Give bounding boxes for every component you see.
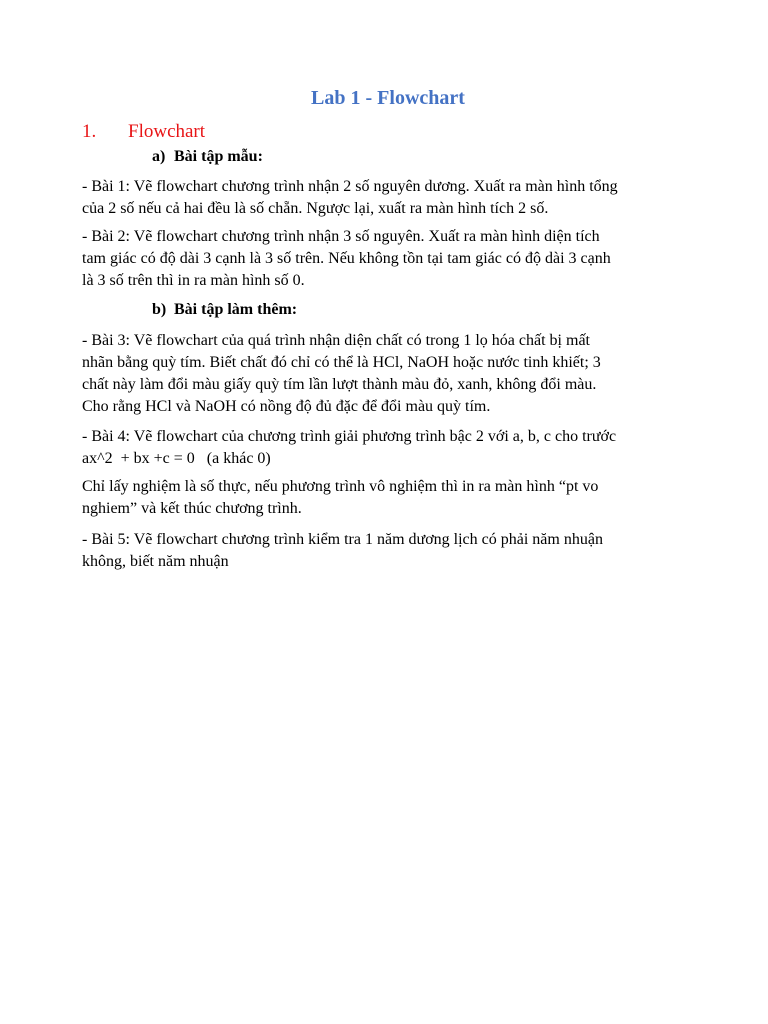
equation-line: ax^2 + bx +c = 0 (a khác 0) [82, 450, 271, 467]
section-number: 1. [82, 121, 97, 142]
section-heading [82, 120, 205, 144]
exercise-4 [82, 426, 702, 470]
exercise-3-line: nhãn bằng quỳ tím. Biết chất đó chỉ có thể là HCl, NaOH hoặc nước tinh khiết; 3 [82, 354, 601, 371]
exercise-2-line: là 3 số trên thì in ra màn hình số 0. [82, 272, 305, 289]
exercise-5-line: không, biết năm nhuận [82, 553, 229, 570]
exercise-1-line: của 2 số nếu cả hai đều là số chẵn. Ngược lại, xuất ra màn hình tích 2 số. [82, 200, 549, 217]
section-label: Flowchart [128, 121, 206, 142]
exercise-3-line: - Bài 3: Vẽ flowchart của quá trình nhận diện chất có trong 1 lọ hóa chất bị mất [82, 332, 590, 349]
subheading-letter: a) [152, 148, 166, 165]
exercise-4-note [82, 476, 702, 520]
exercise-3-line: Cho rằng HCl và NaOH có nồng độ đủ đặc để đổi màu quỳ tím. [82, 398, 491, 415]
subheading-label: Bài tập làm thêm: [174, 301, 298, 318]
exercise-1 [82, 176, 702, 220]
exercise-2 [82, 226, 702, 292]
exercise-3 [82, 330, 702, 418]
exercise-4-line: - Bài 4: Vẽ flowchart của chương trình giải phương trình bậc 2 với a, b, c cho trước [82, 428, 617, 445]
subheading-extra-exercises [152, 299, 297, 321]
exercise-5-line: - Bài 5: Vẽ flowchart chương trình kiểm tra 1 năm dương lịch có phải năm nhuận [82, 531, 603, 548]
exercise-5 [82, 529, 702, 573]
exercise-2-line: - Bài 2: Vẽ flowchart chương trình nhận 3 số nguyên. Xuất ra màn hình diện tích [82, 228, 600, 245]
subheading-letter: b) [152, 301, 167, 318]
exercise-3-line: chất này làm đổi màu giấy quỳ tím lần lượt thành màu đỏ, xanh, không đổi màu. [82, 376, 597, 393]
page-title: Lab 1 - Flowchart [311, 87, 465, 109]
exercise-4-note-line: Chỉ lấy nghiệm là số thực, nếu phương trình vô nghiệm thì in ra màn hình “pt vo [82, 478, 599, 495]
exercise-2-line: tam giác có độ dài 3 cạnh là 3 số trên. Nếu không tồn tại tam giác có độ dài 3 cạnh [82, 250, 611, 267]
exercise-1-line: - Bài 1: Vẽ flowchart chương trình nhận 2 số nguyên dương. Xuất ra màn hình tổng [82, 178, 618, 195]
exercise-4-note-line: nghiem” và kết thúc chương trình. [82, 500, 302, 517]
subheading-label: Bài tập mẫu: [174, 148, 263, 165]
subheading-sample-exercises [152, 146, 263, 168]
